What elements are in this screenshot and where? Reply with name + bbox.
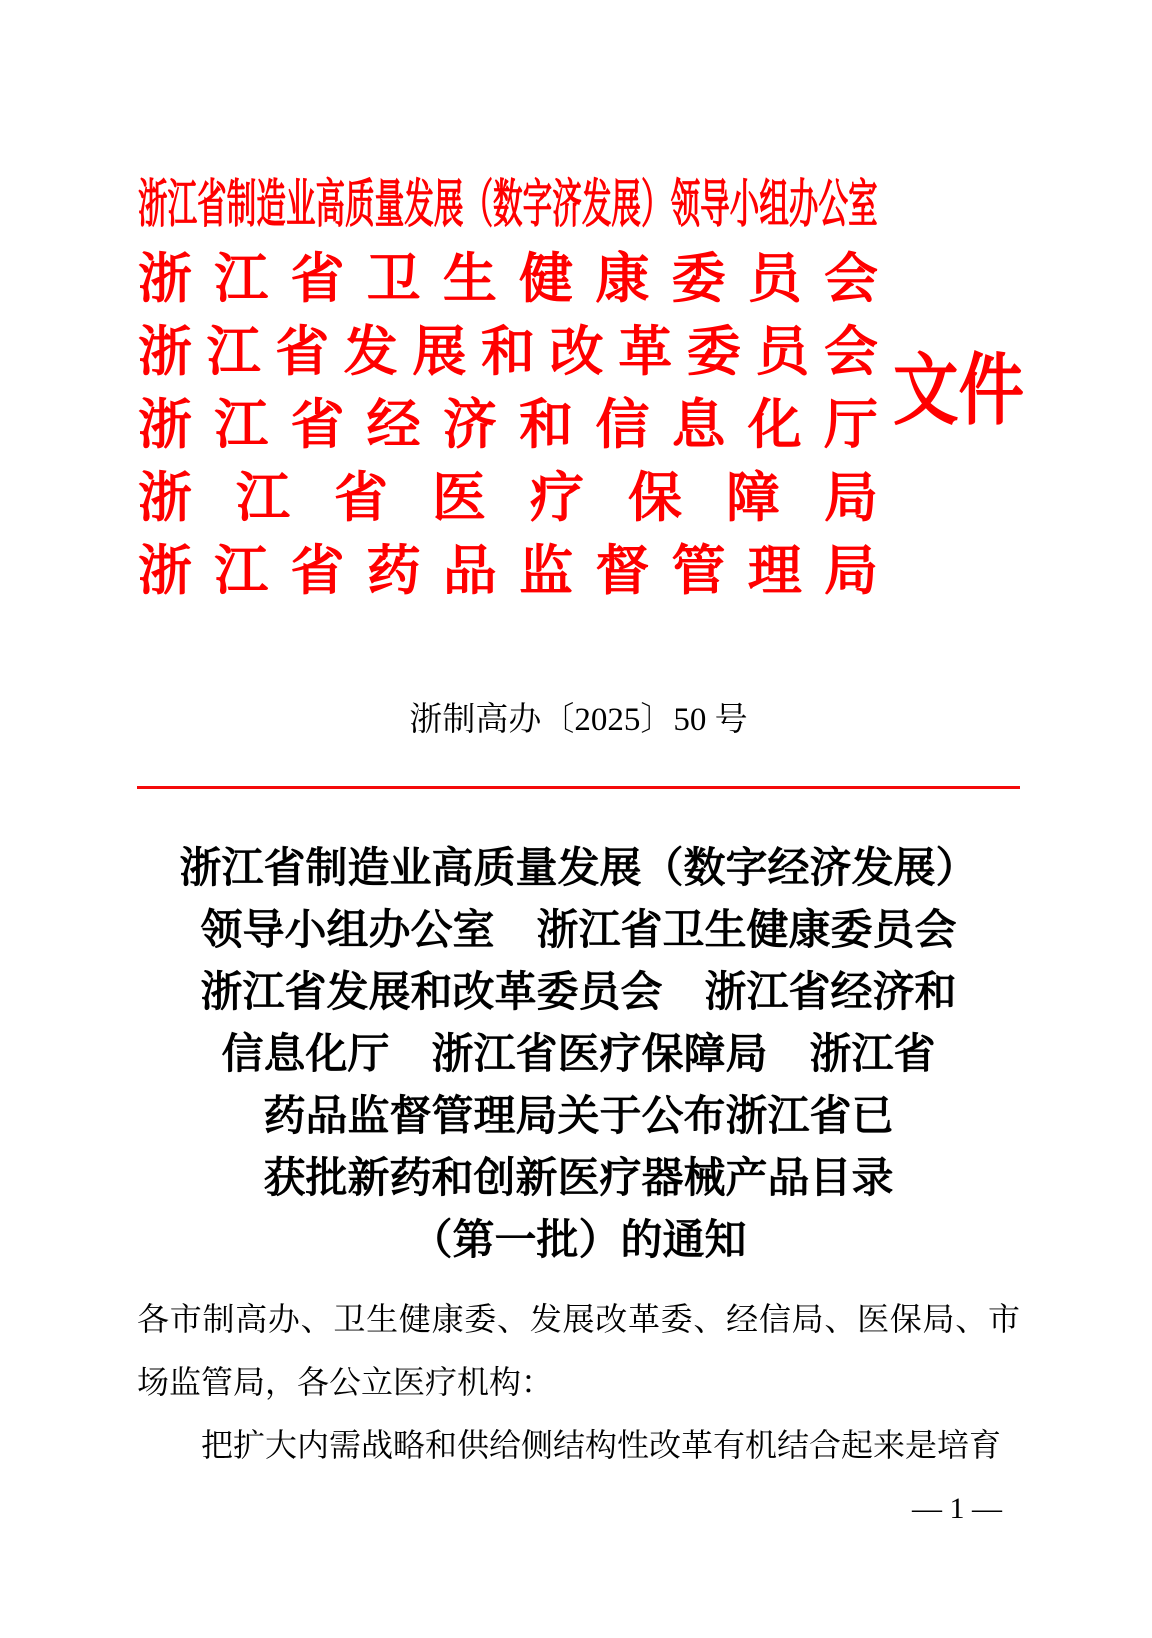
letterhead-agency-drug-administration: 浙江省药品监督管理局 (138, 541, 878, 601)
doc-title-line: 浙江省发展和改革委员会 浙江省经济和 (200, 970, 957, 1016)
salutation-line: 各市制高办、卫生健康委、发展改革委、经信局、医保局、市 (137, 1301, 1020, 1337)
letterhead (138, 177, 878, 617)
body-paragraph-line: 把扩大内需战略和供给侧结构性改革有机结合起来是培育 (201, 1427, 1002, 1463)
letterhead-agency-development-reform-commission: 浙江省发展和改革委员会 (138, 322, 878, 382)
doc-type-label: 文件 (893, 347, 1025, 434)
letterhead-leading-group-office: 浙江省制造业高质量发展（数字济发展）领导小组办公室 (138, 177, 878, 234)
doc-body (137, 1288, 1020, 1477)
doc-reference-number: 浙制高办〔2025〕50 号 (409, 702, 748, 738)
doc-title-line: 浙江省制造业高质量发展（数字经济发展） (179, 846, 978, 892)
doc-title-line: 药品监督管理局关于公布浙江省已 (263, 1094, 894, 1140)
doc-title-line: 信息化厅 浙江省医疗保障局 浙江省 (221, 1032, 936, 1078)
doc-title (137, 838, 1020, 1272)
doc-title-line: （第一批）的通知 (410, 1218, 747, 1264)
page-number: — 1 — (912, 1492, 1002, 1525)
doc-title-line: 领导小组办公室 浙江省卫生健康委员会 (200, 908, 957, 954)
letterhead-agency-economy-information-dept: 浙江省经济和信息化厅 (138, 395, 878, 455)
doc-title-line: 获批新药和创新医疗器械产品目录 (263, 1156, 894, 1202)
salutation-line: 场监管局，各公立医疗机构： (137, 1364, 554, 1400)
letterhead-agency-health-commission: 浙江省卫生健康委员会 (138, 249, 878, 309)
red-divider-rule (137, 786, 1020, 789)
letterhead-agency-medical-security-bureau: 浙江省医疗保障局 (138, 468, 878, 528)
letterhead-line-leading-group (138, 177, 878, 234)
